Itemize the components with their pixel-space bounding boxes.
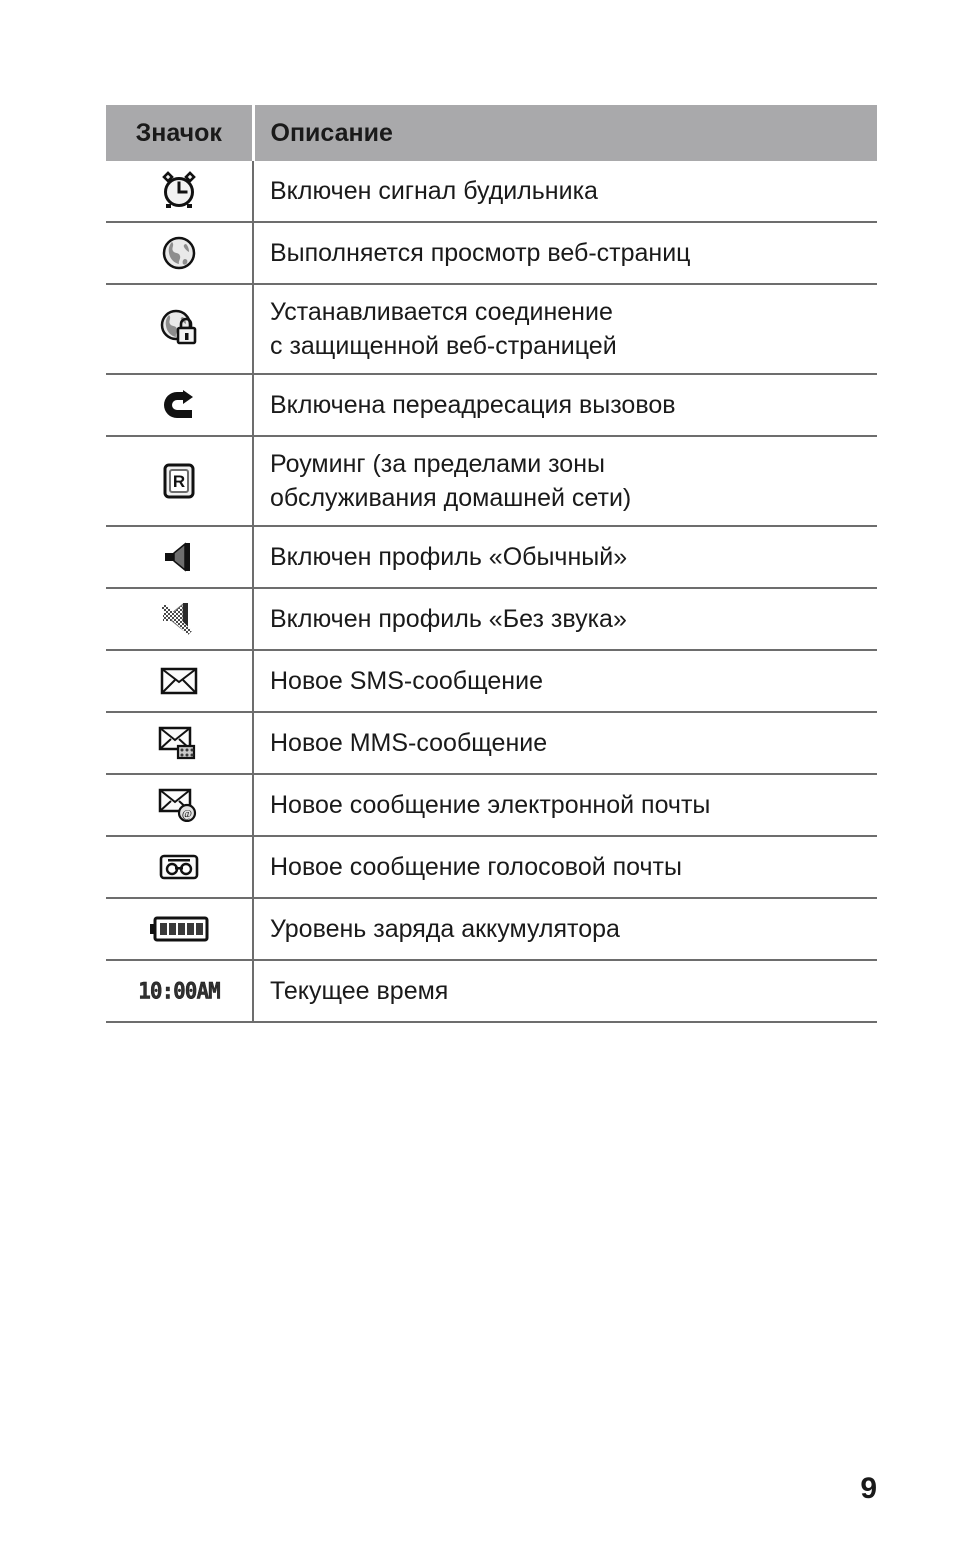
table-row — [106, 374, 877, 436]
icon-cell — [106, 222, 253, 284]
description-cell — [253, 774, 877, 836]
description-line: Новое MMS-сообщение — [270, 729, 548, 757]
table-row — [106, 836, 877, 898]
table-header — [106, 105, 877, 161]
column-header-icon: Значок — [106, 105, 253, 161]
description-cell — [253, 374, 877, 436]
description-cell — [253, 898, 877, 960]
svg-text:@: @ — [181, 808, 193, 820]
table-header-row — [106, 105, 877, 161]
description-cell — [253, 588, 877, 650]
icon-cell — [106, 774, 253, 836]
description-line: Роуминг (за пределами зоны — [270, 450, 605, 478]
table-row — [106, 960, 877, 1022]
description-cell — [253, 222, 877, 284]
battery-level-icon — [149, 916, 209, 942]
icon-cell — [106, 436, 253, 526]
new-voicemail-cassette-icon — [158, 853, 200, 881]
icon-cell — [106, 284, 253, 374]
description-line: Новое сообщение голосовой почты — [270, 853, 682, 881]
globe-secure-lock-icon — [159, 309, 199, 349]
svg-text:R: R — [172, 472, 186, 491]
column-header-description: Описание — [253, 105, 877, 161]
description-cell — [253, 960, 877, 1022]
icon-cell — [106, 588, 253, 650]
description-line: Включен сигнал будильника — [270, 177, 598, 205]
description-line: Устанавливается соединение — [270, 298, 613, 326]
icon-cell — [106, 650, 253, 712]
table-row — [106, 436, 877, 526]
status-icons-table — [106, 105, 877, 1023]
description-cell — [253, 526, 877, 588]
call-forwarding-icon — [159, 389, 199, 421]
icon-cell — [106, 161, 253, 222]
table-body — [106, 161, 877, 1022]
table-row — [106, 222, 877, 284]
table-row — [106, 526, 877, 588]
description-line: Выполняется просмотр веб-страниц — [270, 239, 691, 267]
description-line: Включен профиль «Без звука» — [270, 605, 627, 633]
description-line: Включена переадресация вызовов — [270, 391, 676, 419]
new-sms-envelope-icon — [159, 666, 199, 696]
table-row — [106, 161, 877, 222]
page-number: 9 — [860, 1472, 877, 1505]
description-cell — [253, 712, 877, 774]
roaming-r-icon — [161, 462, 197, 500]
description-cell — [253, 436, 877, 526]
table-row — [106, 588, 877, 650]
description-line: Новое SMS-сообщение — [270, 667, 543, 695]
speaker-muted-profile-icon — [160, 601, 198, 637]
icon-cell — [106, 712, 253, 774]
icon-cell — [106, 898, 253, 960]
table-row — [106, 774, 877, 836]
globe-browsing-icon — [161, 235, 197, 271]
table-row — [106, 284, 877, 374]
icon-cell — [106, 960, 253, 1022]
description-line: обслуживания домашней сети) — [270, 484, 632, 512]
new-mms-envelope-icon — [158, 726, 200, 760]
icon-cell — [106, 836, 253, 898]
new-email-envelope-icon — [158, 788, 200, 822]
description-line: с защищенной веб-страницей — [270, 332, 617, 360]
description-cell — [253, 650, 877, 712]
table-row — [106, 712, 877, 774]
description-line: Текущее время — [270, 977, 449, 1005]
description-line: Новое сообщение электронной почты — [270, 791, 711, 819]
table-row — [106, 650, 877, 712]
description-cell — [253, 284, 877, 374]
description-cell — [253, 161, 877, 222]
description-cell — [253, 836, 877, 898]
icon-cell — [106, 374, 253, 436]
icon-cell — [106, 526, 253, 588]
description-line: Уровень заряда аккумулятора — [270, 915, 620, 943]
alarm-clock-icon — [159, 171, 199, 211]
table-row — [106, 898, 877, 960]
current-time-icon: 10:00AM — [138, 978, 220, 1004]
description-line: Включен профиль «Обычный» — [270, 543, 628, 571]
speaker-normal-profile-icon — [161, 540, 197, 574]
